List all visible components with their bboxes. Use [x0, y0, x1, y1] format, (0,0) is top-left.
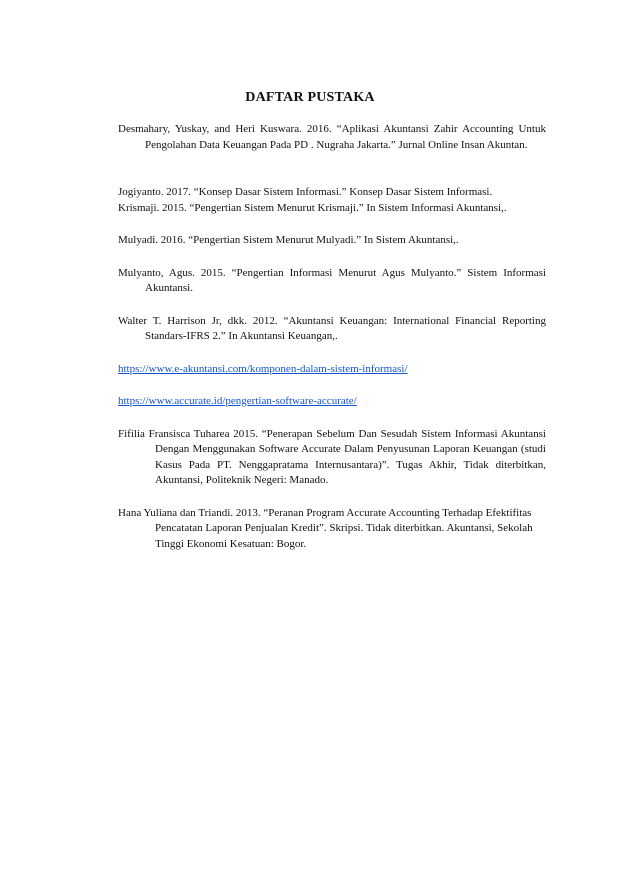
link-accurate[interactable]: https://www.accurate.id/pengertian-software-accurate/	[118, 395, 357, 407]
reference-link-e-akuntansi	[118, 362, 546, 378]
reference-krismaji: Krismaji. 2015. “Pengertian Sistem Menurut Krismaji.” In Sistem Informasi Akuntansi,.	[118, 201, 507, 214]
reference-mulyanto: Mulyanto, Agus. 2015. “Pengertian Informasi Menurut Agus Mulyanto.” Sistem Informasi Akuntansi.	[118, 266, 546, 294]
reference-tuharea: Fifilia Fransisca Tuharea 2015. “Penerapan Sebelum Dan Sesudah Sistem Informasi Akuntansi Dengan Menggunakan Software Accurate Dalam Penyusunan Laporan Keuangan (studi Kasus Pada PT. Nenggapratama Internusantara)”. Tugas Akhir, Tidak diterbitkan, Akuntansi, Politeknik Negeri: Manado.	[118, 427, 546, 486]
reference-jogiyanto: Jogiyanto. 2017. “Konsep Dasar Sistem Informasi.” Konsep Dasar Sistem Informasi.	[118, 186, 493, 198]
link-e-akuntansi[interactable]: https://www.e-akuntansi.com/komponen-dalam-sistem-informasi/	[118, 362, 408, 375]
reference-list	[118, 122, 546, 552]
reference-desmahary: Desmahary, Yuskay, and Heri Kuswara. 2016. “Aplikasi Akuntansi Zahir Accounting Untuk Pengolahan Data Keuangan Pada PD . Nugraha Jakarta.” Jurnal Online Insan Akuntan.	[118, 123, 546, 151]
reference-yuliana: Hana Yuliana dan Triandi. 2013. “Peranan Program Accurate Accounting Terhadap Efektifitas Pencatatan Laporan Penjualan Kredit”. Skripsi. Tidak diterbitkan. Akuntansi, Sekolah Tinggi Ekonomi Kesatuan: Bogor.	[118, 506, 533, 550]
reference-harrison: Walter T. Harrison Jr, dkk. 2012. “Akuntansi Keuangan: International Financial Reporting Standars-IFRS 2.” In Akuntansi Keuangan,.	[118, 314, 546, 342]
page-title: DAFTAR PUSTAKA	[245, 90, 375, 105]
reference-link-accurate	[118, 394, 546, 410]
reference-mulyadi: Mulyadi. 2016. “Pengertian Sistem Menurut Mulyadi.” In Sistem Akuntansi,.	[118, 234, 459, 246]
